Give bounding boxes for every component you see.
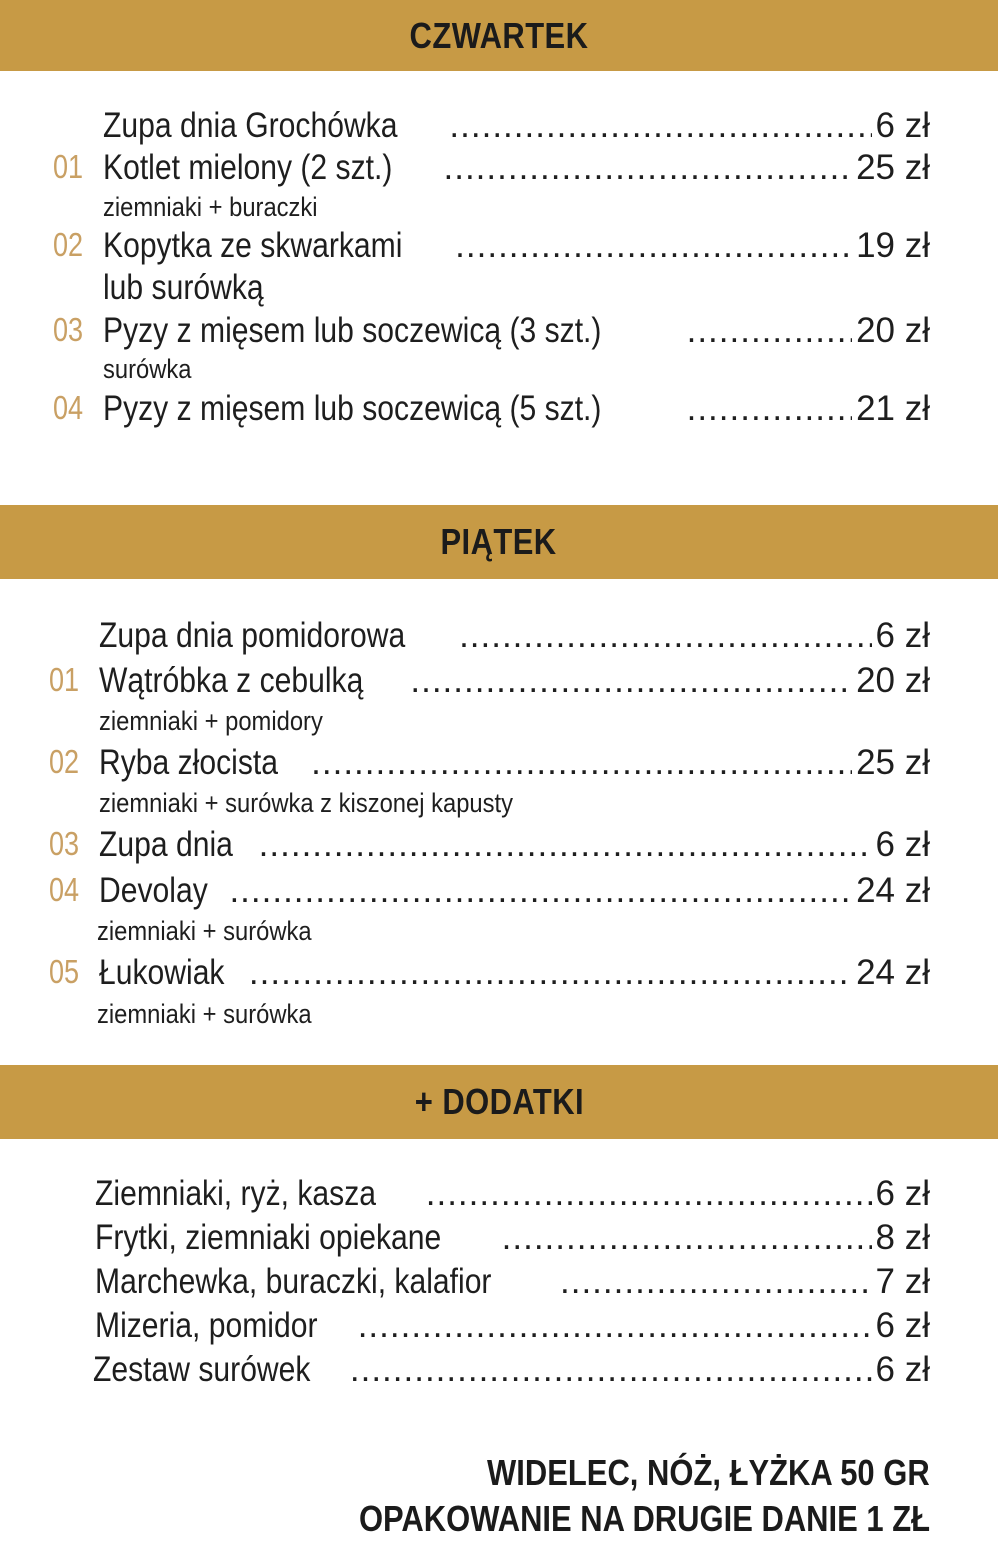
item-name: Pyzy z mięsem lub soczewicą (5 szt.) — [103, 389, 602, 428]
item-number: 01 — [49, 661, 80, 698]
menu-item — [0, 389, 998, 433]
item-price: 6 zł — [875, 1174, 930, 1213]
item-side-dish: ziemniaki + surówka z kiszonej kapusty — [99, 788, 513, 818]
item-price: 6 zł — [875, 825, 930, 864]
item-price: 25 zł — [856, 148, 930, 187]
section-title: CZWARTEK — [409, 14, 589, 56]
item-number: 01 — [53, 148, 84, 185]
item-name: Zupa dnia Grochówka — [103, 106, 398, 145]
item-price: 21 zł — [856, 389, 930, 428]
menu-item — [0, 743, 998, 787]
section-header-piatek — [0, 505, 998, 579]
menu-item — [0, 1306, 998, 1350]
leader-dots — [502, 1218, 872, 1258]
item-price: 6 zł — [875, 1306, 930, 1345]
item-number: 04 — [49, 871, 80, 908]
section-header-czwartek — [0, 0, 998, 71]
item-name: Devolay — [99, 871, 208, 910]
menu-item — [0, 1218, 998, 1262]
leader-dots — [449, 106, 871, 146]
menu-item — [0, 148, 998, 192]
item-name: Zupa dnia pomidorowa — [99, 616, 406, 655]
item-name: Wątróbka z cebulką — [99, 661, 364, 700]
menu-item — [0, 311, 998, 355]
item-price: 20 zł — [856, 311, 930, 350]
leader-dots — [229, 871, 852, 911]
item-name: Ziemniaki, ryż, kasza — [95, 1174, 377, 1213]
leader-dots — [560, 1262, 872, 1302]
item-side-dish: ziemniaki + surówka — [97, 916, 312, 946]
section-title: PIĄTEK — [440, 521, 558, 562]
item-name: Ryba złocista — [99, 743, 279, 782]
item-name: Pyzy z mięsem lub soczewicą (3 szt.) — [103, 311, 602, 350]
item-price: 7 zł — [875, 1262, 930, 1301]
section-title: + DODATKI — [414, 1081, 584, 1122]
leader-dots — [687, 311, 852, 351]
item-name: Łukowiak — [99, 953, 225, 992]
item-number: 03 — [49, 825, 80, 862]
item-price: 19 zł — [856, 226, 930, 265]
leader-dots — [459, 616, 871, 656]
item-side-dish: ziemniaki + pomidory — [99, 706, 323, 736]
item-price: 8 zł — [875, 1218, 930, 1257]
menu-item — [0, 953, 998, 997]
item-number: 02 — [53, 226, 84, 263]
menu-item — [0, 226, 998, 270]
menu-item — [0, 1350, 998, 1394]
item-side-dish: ziemniaki + buraczki — [103, 192, 318, 222]
menu-item — [0, 616, 998, 660]
item-name: Kopytka ze skwarkami — [103, 226, 403, 265]
menu-item — [0, 825, 998, 869]
menu-item — [0, 1262, 998, 1306]
leader-dots — [358, 1306, 872, 1346]
leader-dots — [410, 661, 852, 701]
footer-cutlery-note: WIDELEC, NÓŻ, ŁYŻKA 50 GR — [487, 1452, 930, 1493]
item-price: 20 zł — [856, 661, 930, 700]
item-name: Zestaw surówek — [93, 1350, 311, 1389]
menu-item — [0, 661, 998, 705]
leader-dots — [311, 743, 852, 783]
menu-item — [0, 871, 998, 915]
leader-dots — [444, 148, 853, 188]
item-price: 24 zł — [856, 953, 930, 992]
item-name: Frytki, ziemniaki opiekane — [95, 1218, 442, 1257]
item-side-dish: ziemniaki + surówka — [97, 999, 312, 1029]
leader-dots — [455, 226, 852, 266]
item-price: 6 zł — [875, 616, 930, 655]
item-side-dish: lub surówką — [103, 268, 264, 307]
item-name: Zupa dnia — [99, 825, 233, 864]
item-price: 6 zł — [875, 1350, 930, 1389]
item-price: 25 zł — [856, 743, 930, 782]
item-price: 6 zł — [875, 106, 930, 145]
section-header-dodatki — [0, 1065, 998, 1139]
item-name: Mizeria, pomidor — [95, 1306, 318, 1345]
item-number: 02 — [49, 743, 80, 780]
item-name: Kotlet mielony (2 szt.) — [103, 148, 393, 187]
leader-dots — [249, 953, 852, 993]
item-number: 04 — [53, 389, 84, 426]
leader-dots — [259, 825, 872, 865]
menu-item — [0, 1174, 998, 1218]
leader-dots — [426, 1174, 872, 1214]
item-number: 03 — [53, 311, 84, 348]
item-number: 05 — [49, 953, 80, 990]
leader-dots — [350, 1350, 872, 1390]
leader-dots — [687, 389, 852, 429]
item-price: 24 zł — [856, 871, 930, 910]
item-side-dish: surówka — [103, 354, 192, 384]
item-name: Marchewka, buraczki, kalafior — [95, 1262, 492, 1301]
menu-item — [0, 106, 998, 150]
footer-packaging-note: OPAKOWANIE NA DRUGIE DANIE 1 ZŁ — [358, 1498, 930, 1539]
